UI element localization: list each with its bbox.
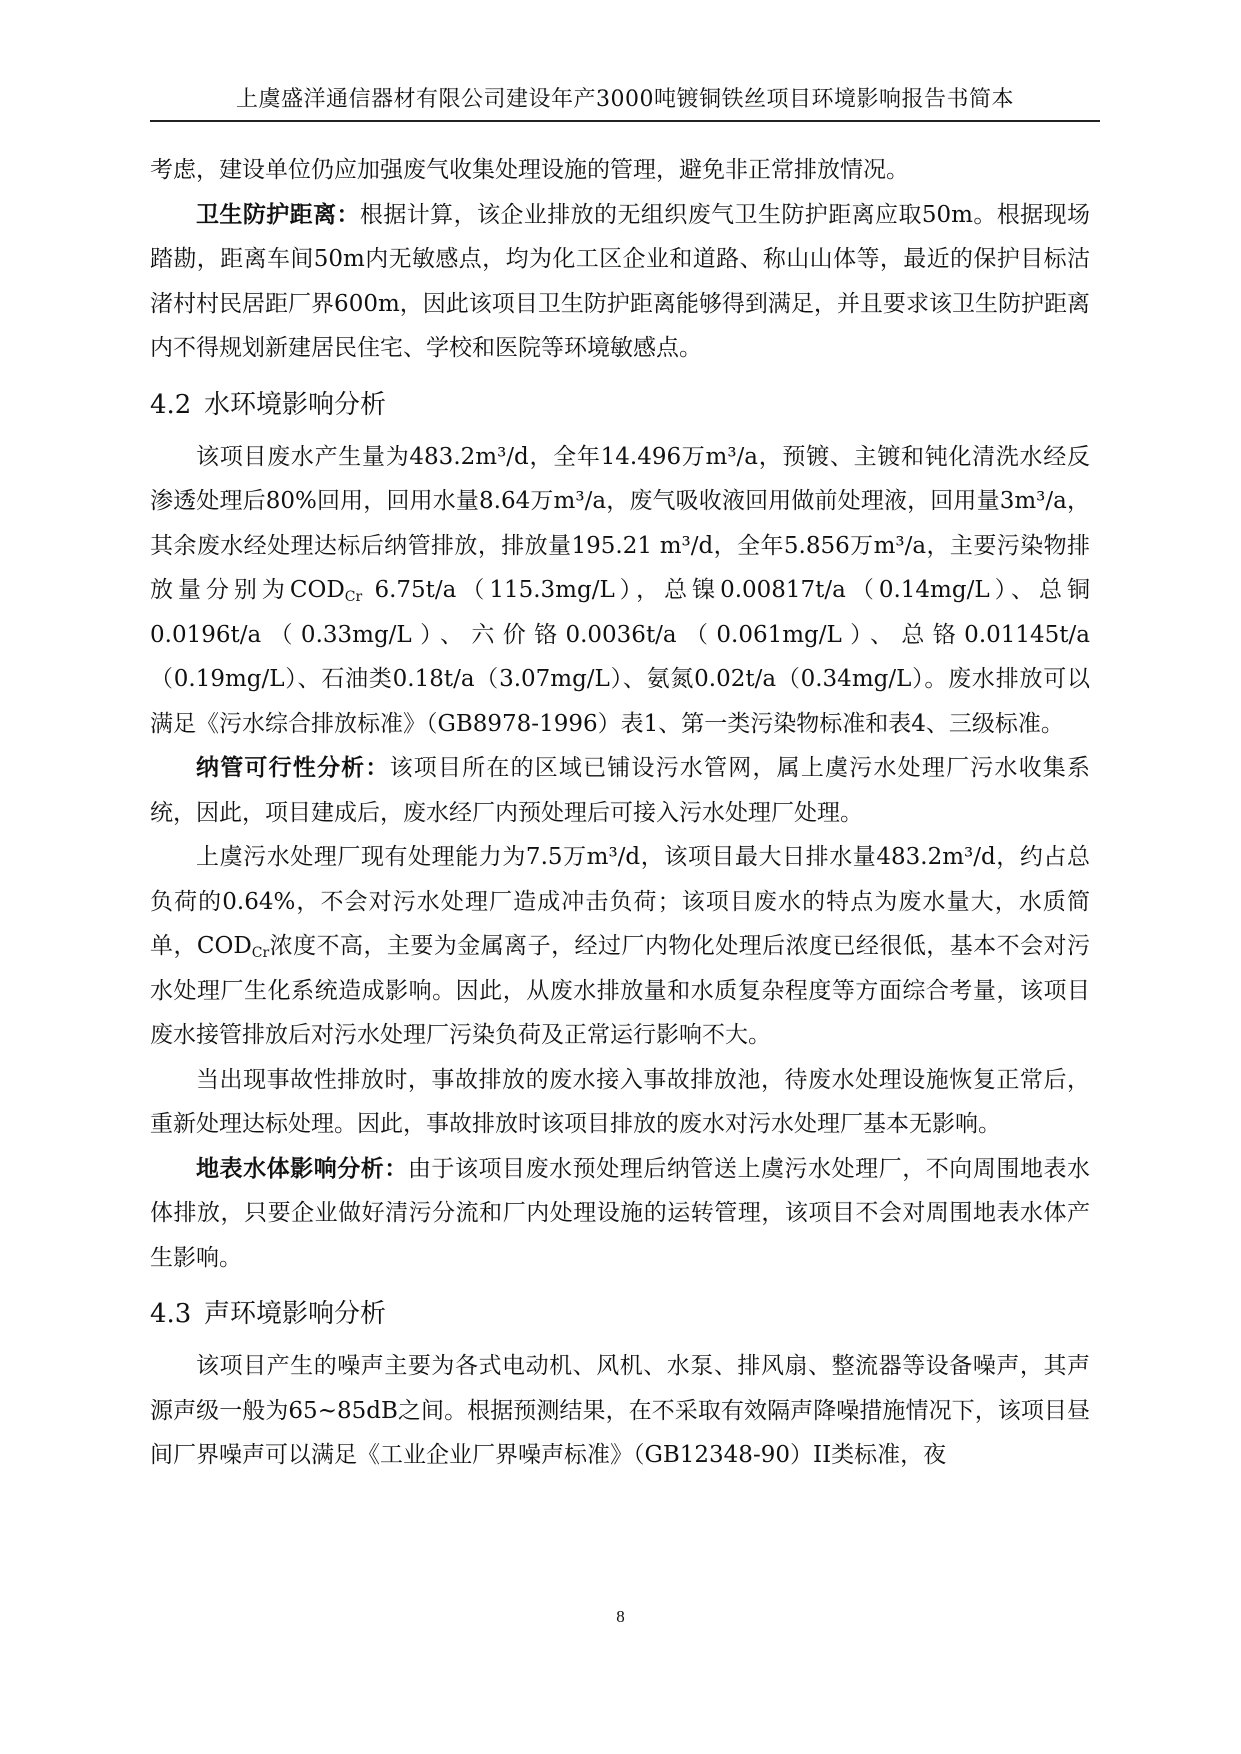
paragraph-sewer-feasibility [150,746,1090,835]
subscript: Cr [251,945,270,961]
section-title: 水环境影响分析 [204,389,387,420]
paragraph-text: 浓度不高，主要为金属离子，经过厂内物化处理后浓度已经很低，基本不会对污水处理厂生化系统造成影响。因此，从废水排放量和水质复杂程度等方面综合考量，该项目废水接管排放后对污水处理厂污染负荷及正常运行影响不大。 [150,933,1090,1048]
paragraph-noise: 该项目产生的噪声主要为各式电动机、风机、水泵、排风扇、整流器等设备噪声，其声源声级一般为65~85dB之间。根据预测结果，在不采取有效隔声降噪措施情况下，该项目昼间厂界噪声可以满足《工业企业厂界噪声标准》（GB12348-90）II类标准，夜 [150,1353,1090,1468]
paragraph-treatment-plant [150,835,1090,1058]
section-number: 4.2 [150,389,192,420]
section-number: 4.3 [150,1299,192,1329]
paragraph-wastewater [150,435,1090,747]
section-heading-4-2 [150,377,1090,433]
paragraph-accident-discharge: 当出现事故性排放时，事故排放的废水接入事故排放池，待废水处理设施恢复正常后，重新处理达标处理。因此，事故排放时该项目排放的废水对污水处理厂基本无影响。 [150,1066,1090,1137]
paragraph-text: 该项目废水产生量为483.2m³/d，全年14.496万m³/a，预镀、主镀和钝化清洗水经反渗透处理后80%回用，回用水量8.64万m³/a，废气吸收液回用做前处理液，回用量3m³/a，其余废水经处理达标后纳管排放，排放量195.21 m³/d，全年5.856万m³/a，主要污染物排放量分别为COD [150,443,1090,603]
document-body [150,148,1090,1478]
section-heading-4-3 [150,1286,1090,1342]
header-title: 上虞盛洋通信器材有限公司建设年产3000吨镀铜铁丝项目环境影响报告书简本 [236,87,1014,112]
section-title: 声环境影响分析 [204,1299,387,1329]
paragraph-continuation: 考虑，建设单位仍应加强废气收集处理设施的管理，避免非正常排放情况。 [150,157,909,183]
paragraph-text: 该项目所在的区域已铺设污水管网，属上虞污水处理厂污水收集系统，因此，项目建成后，废水经厂内预处理后可接入污水处理厂处理。 [150,755,1091,826]
paragraph-text: 上虞污水处理厂现有处理能力为7.5万m³/d，该项目最大日排水量483.2m³/d，约占总负荷的0.64%，不会对污水处理厂造成冲击负荷；该项目废水的特点为废水量大，水质简单，COD [150,844,1090,959]
paragraph-lead: 卫生防护距离： [196,200,360,228]
page-number: 8 [616,1607,625,1626]
paragraph-lead: 纳管可行性分析： [196,754,390,781]
paragraph-text: 由于该项目废水预处理后纳管送上虞污水处理厂，不向周围地表水体排放，只要企业做好清污分流和厂内处理设施的运转管理，该项目不会对周围地表水体产生影响。 [150,1155,1091,1271]
paragraph-health-protection-distance [150,193,1090,371]
paragraph-text: 根据计算，该企业排放的无组织废气卫生防护距离应取50m。根据现场踏勘，距离车间50m内无敏感点，均为化工区企业和道路、称山山体等，最近的保护目标沽渚村村民居距厂界600m，因此该项目卫生防护距离能够得到满足，并且要求该卫生防护距离内不得规划新建居民住宅、学校和医院等环境敏感点。 [150,201,1091,361]
paragraph-text: 6.75t/a（115.3mg/L），总镍0.00817t/a（0.14mg/L）、总铜0.0196t/a（0.33mg/L）、六价铬0.0036t/a（0.061mg/L）、总铬0.01145t/a（0.19mg/L）、石油类0.18t/a（3.07mg/L）、氨氮0.02t/a（0.34mg/L）。废水排放可以满足《污水综合排放标准》（GB8978-1996）表1、第一类污染物标准和表4、三级标准。 [150,577,1090,737]
subscript: Cr [344,589,363,605]
document-header [150,80,1100,122]
paragraph-lead: 地表水体影响分析： [196,1154,408,1182]
paragraph-surface-water [150,1147,1090,1281]
